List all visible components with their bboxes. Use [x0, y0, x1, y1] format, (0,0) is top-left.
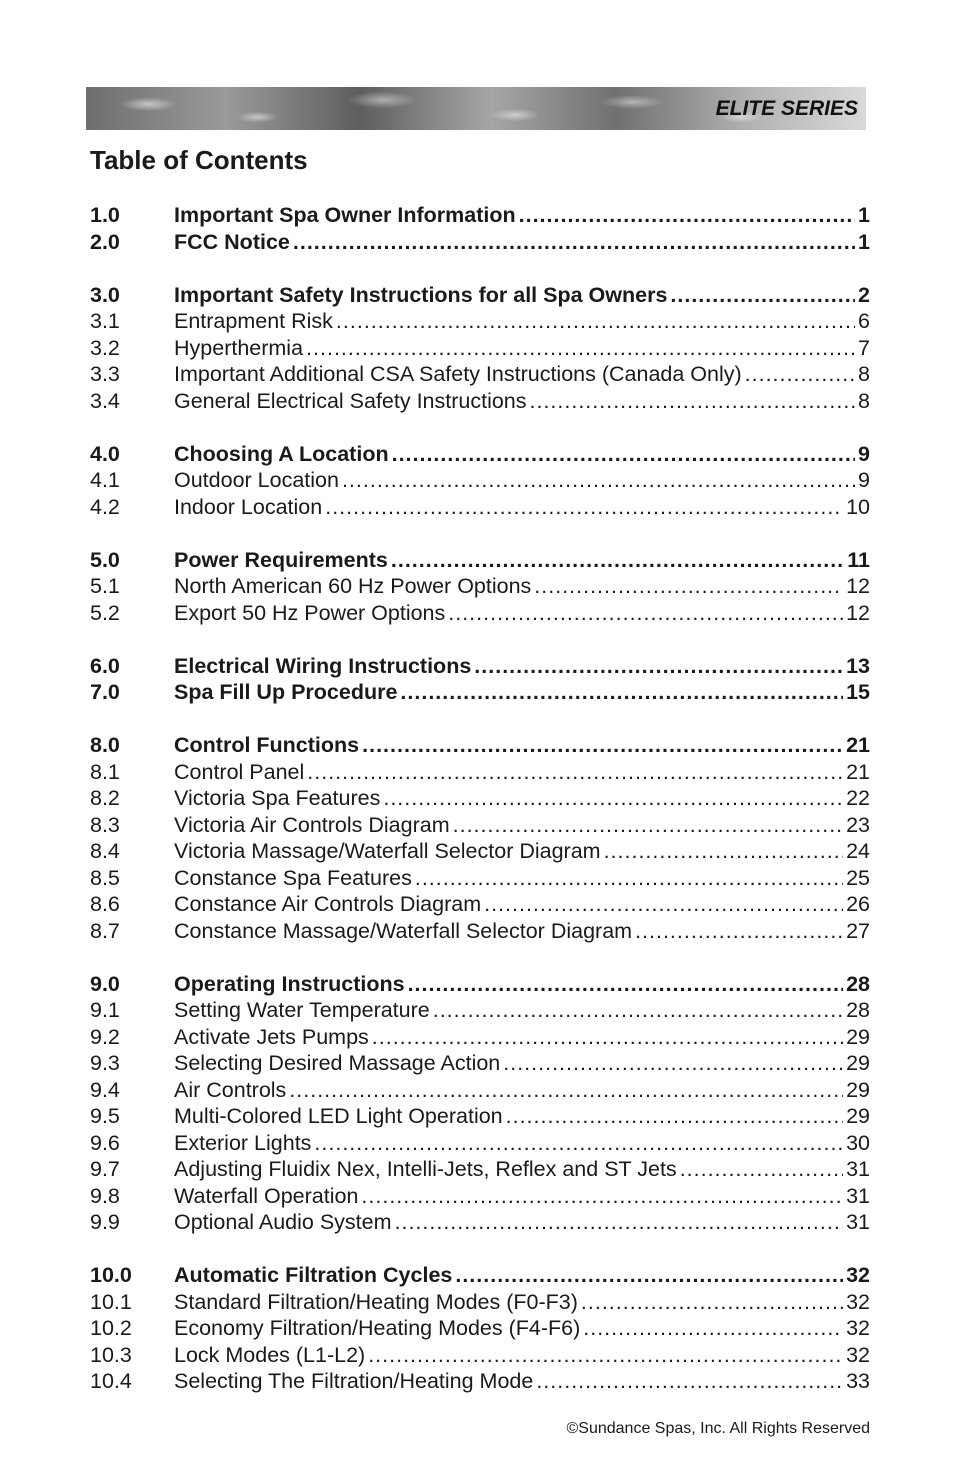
- toc-dot-leader: [342, 467, 855, 494]
- toc-spacer: [90, 706, 870, 733]
- toc-entry-number: 9.9: [90, 1210, 120, 1234]
- toc-entry-title: Power Requirements: [174, 547, 388, 572]
- header-banner: [86, 87, 866, 130]
- toc-entry-page: 29: [846, 1051, 870, 1075]
- toc-dot-leader: [383, 785, 843, 812]
- toc-entry-title: Control Panel: [174, 759, 305, 784]
- toc-entry-page: 28: [846, 971, 870, 996]
- toc-entry[interactable]: [90, 308, 870, 335]
- toc-entry-number: 5.1: [90, 574, 120, 598]
- toc-entry-title: Indoor Location: [174, 494, 323, 519]
- toc-entry-title: Multi-Colored LED Light Operation: [174, 1104, 503, 1128]
- toc-entry-page: 21: [846, 733, 870, 757]
- toc-dot-leader: [400, 679, 843, 706]
- toc-dot-leader: [391, 547, 844, 574]
- toc-dot-leader: [455, 1262, 843, 1289]
- toc-spacer: [90, 626, 870, 653]
- toc-entry-title: Victoria Massage/Waterfall Selector Diagram: [174, 839, 601, 863]
- toc-dot-leader: [368, 1342, 843, 1369]
- toc-entry-page: 1: [858, 229, 870, 254]
- toc-entry-page: 32: [846, 1263, 870, 1287]
- toc-spacer: [90, 414, 870, 441]
- toc-entry-page: 13: [846, 653, 870, 678]
- toc-dot-leader: [433, 997, 843, 1024]
- toc-entry-number: 6.0: [90, 653, 120, 678]
- toc-entry-number: 9.0: [90, 971, 120, 996]
- toc-entry-title: Adjusting Fluidix Nex, Intelli-Jets, Reflex and ST Jets: [174, 1157, 677, 1181]
- toc-entry-page: 11: [847, 547, 870, 572]
- toc-entry[interactable]: [90, 547, 870, 574]
- toc-dot-leader: [289, 1077, 843, 1104]
- toc-dot-leader: [314, 1130, 843, 1157]
- toc-entry[interactable]: [90, 1050, 870, 1077]
- toc-entry-page: 29: [846, 1104, 870, 1128]
- toc-entry-number: 8.4: [90, 839, 120, 863]
- toc-entry[interactable]: [90, 812, 870, 839]
- toc-entry-title: Optional Audio System: [174, 1210, 392, 1234]
- toc-entry-number: 8.0: [90, 733, 120, 757]
- toc-entry-page: 31: [846, 1157, 870, 1181]
- toc-entry-number: 9.8: [90, 1183, 120, 1208]
- toc-entry[interactable]: [90, 1315, 870, 1342]
- toc-dot-leader: [536, 1368, 843, 1395]
- toc-entry-page: 25: [846, 865, 870, 890]
- toc-entry[interactable]: [90, 335, 870, 362]
- toc-spacer: [90, 255, 870, 282]
- toc-spacer: [90, 1236, 870, 1263]
- toc-dot-leader: [680, 1156, 843, 1183]
- toc-entry-number: 8.3: [90, 812, 120, 837]
- toc-dot-leader: [583, 1315, 843, 1342]
- toc-dot-leader: [506, 1103, 843, 1130]
- toc-entry[interactable]: [90, 361, 870, 388]
- toc-entry-title: Lock Modes (L1-L2): [174, 1342, 366, 1367]
- toc-entry-page: 6: [858, 309, 870, 333]
- toc-entry[interactable]: [90, 785, 870, 812]
- toc-entry-number: 10.0: [90, 1263, 132, 1287]
- toc-dot-leader: [408, 971, 844, 998]
- toc-entry[interactable]: [90, 600, 870, 627]
- toc-entry[interactable]: [90, 494, 870, 521]
- toc-entry-title: Selecting Desired Massage Action: [174, 1051, 501, 1075]
- toc-entry-title: Selecting The Filtration/Heating Mode: [174, 1369, 534, 1393]
- toc-entry[interactable]: [90, 1368, 870, 1395]
- toc-entry-page: 32: [846, 1316, 870, 1340]
- toc-entry-page: 10: [846, 494, 870, 519]
- toc-entry-number: 9.3: [90, 1051, 120, 1075]
- toc-entry[interactable]: [90, 1024, 870, 1051]
- toc-entry[interactable]: [90, 1209, 870, 1236]
- toc-entry-title: Standard Filtration/Heating Modes (F0-F3): [174, 1289, 578, 1314]
- toc-dot-leader: [372, 1024, 843, 1051]
- toc-entry-page: 1: [858, 203, 870, 227]
- toc-entry-number: 8.6: [90, 892, 120, 916]
- toc-dot-leader: [745, 361, 855, 388]
- toc-entry[interactable]: [90, 997, 870, 1024]
- toc-dot-leader: [519, 202, 855, 229]
- toc-entry-page: 15: [846, 680, 870, 704]
- toc-dot-leader: [361, 1183, 843, 1210]
- toc-entry[interactable]: [90, 759, 870, 786]
- toc-entry[interactable]: [90, 679, 870, 706]
- toc-entry-title: Export 50 Hz Power Options: [174, 600, 446, 625]
- toc-entry-number: 3.1: [90, 309, 120, 333]
- toc-entry-title: Waterfall Operation: [174, 1183, 359, 1208]
- toc-entry-number: 8.2: [90, 786, 120, 810]
- toc-entry-page: 28: [846, 998, 870, 1022]
- toc-entry[interactable]: [90, 732, 870, 759]
- toc-entry-number: 9.1: [90, 998, 120, 1022]
- toc-dot-leader: [670, 282, 855, 309]
- toc-entry-title: Operating Instructions: [174, 971, 405, 996]
- toc-entry[interactable]: [90, 202, 870, 229]
- toc-entry-number: 8.7: [90, 918, 120, 943]
- toc-dot-leader: [604, 838, 844, 865]
- toc-entry-number: 10.2: [90, 1316, 132, 1340]
- toc-dot-leader: [392, 441, 855, 468]
- toc-dot-leader: [415, 865, 843, 892]
- toc-entry-page: 30: [846, 1130, 870, 1155]
- toc-dot-leader: [453, 812, 843, 839]
- toc-entry-title: Air Controls: [174, 1077, 287, 1102]
- toc-entry-number: 4.0: [90, 441, 120, 466]
- toc-entry[interactable]: [90, 1262, 870, 1289]
- toc-entry-title: Important Additional CSA Safety Instructions (Canada Only): [174, 362, 742, 386]
- toc-entry[interactable]: [90, 229, 870, 256]
- toc-entry[interactable]: [90, 1103, 870, 1130]
- toc-entry-number: 3.4: [90, 388, 120, 413]
- toc-dot-leader: [530, 388, 856, 415]
- toc-entry-page: 22: [846, 786, 870, 810]
- toc-entry-page: 29: [846, 1024, 870, 1049]
- toc-entry-title: Outdoor Location: [174, 468, 339, 492]
- toc-entry-number: 1.0: [90, 203, 120, 227]
- toc-spacer: [90, 520, 870, 547]
- toc-entry-title: Spa Fill Up Procedure: [174, 680, 398, 704]
- toc-entry-page: 8: [858, 362, 870, 386]
- toc-entry-page: 8: [858, 388, 870, 413]
- toc-entry-number: 9.7: [90, 1157, 120, 1181]
- toc-dot-leader: [336, 308, 855, 335]
- toc-entry-page: 7: [858, 335, 870, 360]
- toc-entry-number: 9.6: [90, 1130, 120, 1155]
- toc-entry[interactable]: [90, 441, 870, 468]
- toc-entry[interactable]: [90, 653, 870, 680]
- toc-entry-title: North American 60 Hz Power Options: [174, 574, 532, 598]
- toc-entry[interactable]: [90, 865, 870, 892]
- toc-entry-page: 29: [846, 1077, 870, 1102]
- toc-entry-title: Automatic Filtration Cycles: [174, 1263, 453, 1287]
- toc-entry[interactable]: [90, 573, 870, 600]
- toc-entry-title: Economy Filtration/Heating Modes (F4-F6): [174, 1316, 581, 1340]
- toc-entry-number: 10.4: [90, 1369, 132, 1393]
- toc-entry-title: Activate Jets Pumps: [174, 1024, 369, 1049]
- toc-dot-leader: [307, 759, 843, 786]
- toc-entry-number: 10.1: [90, 1289, 132, 1314]
- toc-entry-number: 10.3: [90, 1342, 132, 1367]
- toc-entry-title: Victoria Spa Features: [174, 786, 381, 810]
- toc-entry[interactable]: [90, 388, 870, 415]
- toc-entry-page: 9: [858, 441, 870, 466]
- toc-entry-page: 31: [846, 1183, 870, 1208]
- toc-entry-number: 7.0: [90, 680, 120, 704]
- toc-entry-number: 2.0: [90, 229, 120, 254]
- toc-dot-leader: [395, 1209, 844, 1236]
- toc-entry-page: 21: [846, 759, 870, 784]
- toc-entry-title: Important Spa Owner Information: [174, 203, 516, 227]
- toc-entry-number: 3.2: [90, 335, 120, 360]
- toc-entry-number: 9.2: [90, 1024, 120, 1049]
- toc-entry-page: 26: [846, 892, 870, 916]
- toc-entry[interactable]: [90, 838, 870, 865]
- toc-entry[interactable]: [90, 918, 870, 945]
- toc-entry[interactable]: [90, 1342, 870, 1369]
- toc-dot-leader: [325, 494, 843, 521]
- toc-entry[interactable]: [90, 467, 870, 494]
- toc-dot-leader: [534, 573, 843, 600]
- toc-entry-page: 31: [846, 1210, 870, 1234]
- page-title: Table of Contents: [90, 145, 308, 175]
- table-of-contents: [90, 202, 870, 1395]
- toc-entry-title: Constance Massage/Waterfall Selector Diagram: [174, 918, 633, 943]
- toc-entry-page: 24: [846, 839, 870, 863]
- toc-entry-title: Electrical Wiring Instructions: [174, 653, 472, 678]
- toc-entry-title: Control Functions: [174, 733, 360, 757]
- toc-dot-leader: [635, 918, 843, 945]
- toc-entry-page: 2: [858, 282, 870, 307]
- toc-entry-title: General Electrical Safety Instructions: [174, 388, 527, 413]
- toc-entry-page: 12: [846, 574, 870, 598]
- toc-entry-number: 8.1: [90, 759, 120, 784]
- toc-entry-number: 8.5: [90, 865, 120, 890]
- toc-entry-title: Hyperthermia: [174, 335, 304, 360]
- toc-entry-number: 3.0: [90, 282, 120, 307]
- copyright-notice: ©Sundance Spas, Inc. All Rights Reserved: [566, 1420, 870, 1437]
- toc-entry[interactable]: [90, 971, 870, 998]
- toc-entry-title: Victoria Air Controls Diagram: [174, 812, 450, 837]
- toc-dot-leader: [306, 335, 855, 362]
- toc-dot-leader: [474, 653, 843, 680]
- toc-entry-number: 5.2: [90, 600, 120, 625]
- toc-entry-title: Setting Water Temperature: [174, 998, 430, 1022]
- toc-entry-title: Constance Spa Features: [174, 865, 412, 890]
- toc-entry-number: 3.3: [90, 362, 120, 386]
- toc-entry-title: FCC Notice: [174, 229, 290, 254]
- toc-dot-leader: [362, 732, 843, 759]
- toc-entry-title: Important Safety Instructions for all Spa Owners: [174, 282, 668, 307]
- toc-entry-page: 27: [846, 918, 870, 943]
- toc-entry[interactable]: [90, 891, 870, 918]
- toc-entry[interactable]: [90, 282, 870, 309]
- toc-spacer: [90, 944, 870, 971]
- toc-entry-page: 33: [846, 1369, 870, 1393]
- series-label: ELITE SERIES: [715, 97, 858, 120]
- toc-entry[interactable]: [90, 1183, 870, 1210]
- toc-entry-page: 23: [846, 812, 870, 837]
- toc-entry[interactable]: [90, 1289, 870, 1316]
- toc-entry-page: 9: [858, 468, 870, 492]
- toc-entry-title: Choosing A Location: [174, 441, 389, 466]
- toc-entry-title: Entrapment Risk: [174, 309, 333, 333]
- toc-entry-number: 5.0: [90, 547, 120, 572]
- toc-entry-number: 4.2: [90, 494, 120, 519]
- toc-dot-leader: [581, 1289, 843, 1316]
- toc-entry-number: 9.4: [90, 1077, 120, 1102]
- toc-entry-page: 32: [846, 1289, 870, 1314]
- toc-entry-number: 4.1: [90, 468, 120, 492]
- toc-entry-page: 32: [846, 1342, 870, 1367]
- toc-dot-leader: [293, 229, 855, 256]
- toc-entry[interactable]: [90, 1156, 870, 1183]
- toc-dot-leader: [484, 891, 843, 918]
- toc-entry-title: Constance Air Controls Diagram: [174, 892, 482, 916]
- toc-dot-leader: [448, 600, 843, 627]
- toc-entry-number: 9.5: [90, 1104, 120, 1128]
- toc-entry-page: 12: [846, 600, 870, 625]
- toc-entry[interactable]: [90, 1130, 870, 1157]
- toc-entry[interactable]: [90, 1077, 870, 1104]
- toc-entry-title: Exterior Lights: [174, 1130, 312, 1155]
- toc-dot-leader: [503, 1050, 843, 1077]
